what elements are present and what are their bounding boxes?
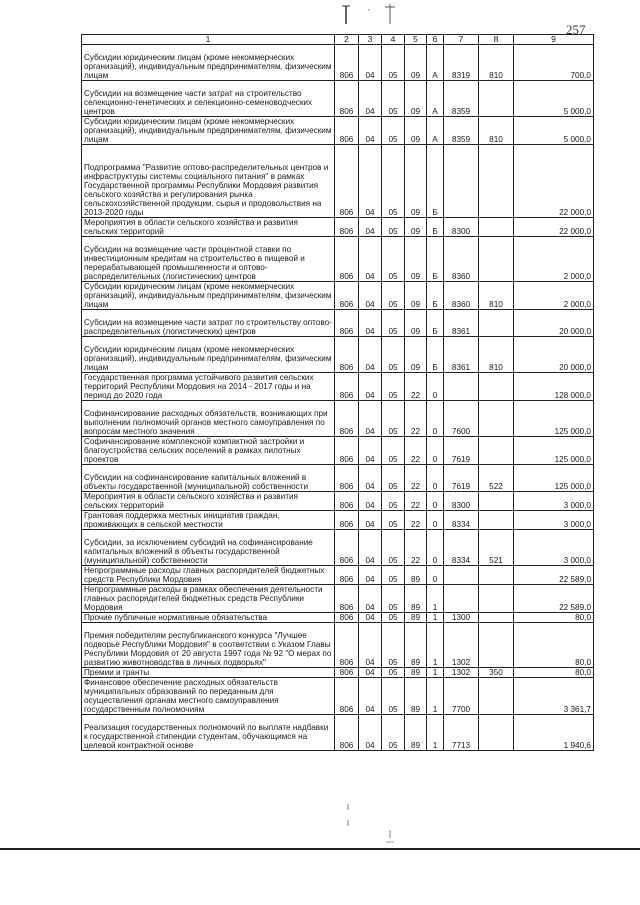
amount: 2 000,0: [514, 237, 594, 282]
item-name: Мероприятия в области сельского хозяйства и развития сельских территорий: [82, 218, 335, 237]
code-subsection: 05: [382, 465, 405, 492]
scan-artifact-mark: [338, 4, 398, 26]
code-section: 04: [359, 337, 382, 373]
code-program: 89: [405, 613, 427, 623]
budget-table: [81, 34, 594, 751]
table-row: [82, 81, 594, 117]
code-ministry: 806: [335, 145, 359, 218]
code-section: 04: [359, 373, 382, 401]
code-program: 89: [405, 668, 427, 678]
code-subprogram: 0: [427, 511, 444, 530]
code-subsection: 05: [382, 678, 405, 715]
amount: 128 000,0: [514, 373, 594, 401]
code-expense-type: [479, 310, 514, 337]
table-row: [82, 401, 594, 437]
code-program: 22: [405, 401, 427, 437]
code-subprogram: 1: [427, 668, 444, 678]
amount: 3 000,0: [514, 530, 594, 566]
code-ministry: 806: [335, 373, 359, 401]
code-subsection: 05: [382, 145, 405, 218]
table-row: [82, 668, 594, 678]
code-direction: 8319: [444, 45, 479, 81]
code-ministry: 806: [335, 401, 359, 437]
code-program: 09: [405, 117, 427, 145]
code-subsection: 05: [382, 492, 405, 511]
code-subprogram: 0: [427, 437, 444, 465]
code-direction: 8300: [444, 218, 479, 237]
amount: 5 000,0: [514, 81, 594, 117]
code-direction: [444, 566, 479, 585]
code-expense-type: [479, 678, 514, 715]
code-ministry: 806: [335, 511, 359, 530]
amount: 80,0: [514, 613, 594, 623]
code-direction: 7619: [444, 465, 479, 492]
code-section: 04: [359, 623, 382, 668]
item-name: Непрограммные расходы в рамках обеспечения деятельности главных распорядителей бюджетных средств Республики Мордовия: [82, 585, 335, 613]
item-name: Подпрограмма "Развитие оптово-распределительных центров и инфраструктуры системы социального питания" в рамках Государственной программы Республики Мордовия развития сельского хозяйства и регулирования рынка сельскохозяйственной продукции, сырья и продовольствия на 2013-2020 годы: [82, 145, 335, 218]
code-section: 04: [359, 45, 382, 81]
code-subprogram: 0: [427, 373, 444, 401]
code-section: 04: [359, 437, 382, 465]
code-section: 04: [359, 715, 382, 751]
amount: 80,0: [514, 668, 594, 678]
code-ministry: 806: [335, 117, 359, 145]
code-direction: 7700: [444, 678, 479, 715]
code-program: 22: [405, 492, 427, 511]
code-direction: 8359: [444, 117, 479, 145]
item-name: Субсидии юридическим лицам (кроме некоммерческих организаций), индивидуальным предпринимателям, физическим лицам: [82, 45, 335, 81]
code-direction: 7713: [444, 715, 479, 751]
code-subprogram: 1: [427, 623, 444, 668]
code-expense-type: [479, 511, 514, 530]
amount: 3 000,0: [514, 492, 594, 511]
code-ministry: 806: [335, 337, 359, 373]
code-subprogram: Б: [427, 310, 444, 337]
code-subsection: 05: [382, 530, 405, 566]
item-name: Субсидии юридическим лицам (кроме некоммерческих организаций), индивидуальным предпринимателям, физическим лицам: [82, 337, 335, 373]
code-program: 89: [405, 715, 427, 751]
code-ministry: 806: [335, 437, 359, 465]
code-expense-type: 521: [479, 530, 514, 566]
table-row: [82, 337, 594, 373]
table-row: [82, 373, 594, 401]
code-subprogram: 1: [427, 715, 444, 751]
code-subprogram: 0: [427, 492, 444, 511]
code-ministry: 806: [335, 310, 359, 337]
code-subsection: 05: [382, 715, 405, 751]
item-name: Премии и гранты: [82, 668, 335, 678]
table-row: [82, 310, 594, 337]
code-direction: 8361: [444, 310, 479, 337]
table-row: [82, 282, 594, 310]
code-subprogram: Б: [427, 218, 444, 237]
code-program: 09: [405, 310, 427, 337]
code-ministry: 806: [335, 81, 359, 117]
amount: 22 000,0: [514, 218, 594, 237]
code-subprogram: 0: [427, 465, 444, 492]
code-expense-type: [479, 81, 514, 117]
item-name: Прочие публичные нормативные обязательства: [82, 613, 335, 623]
code-ministry: 806: [335, 237, 359, 282]
code-subsection: 05: [382, 401, 405, 437]
code-program: 22: [405, 511, 427, 530]
code-expense-type: [479, 623, 514, 668]
code-program: 09: [405, 337, 427, 373]
code-section: 04: [359, 678, 382, 715]
header-cell: 7: [444, 35, 479, 45]
table-row: [82, 117, 594, 145]
code-section: 04: [359, 492, 382, 511]
code-direction: [444, 585, 479, 613]
code-ministry: 806: [335, 45, 359, 81]
code-expense-type: [479, 401, 514, 437]
header-cell: 6: [427, 35, 444, 45]
code-program: 89: [405, 678, 427, 715]
code-ministry: 806: [335, 715, 359, 751]
code-subsection: 05: [382, 310, 405, 337]
code-direction: 7619: [444, 437, 479, 465]
item-name: Субсидии юридическим лицам (кроме некоммерческих организаций), индивидуальным предпринимателям, физическим лицам: [82, 117, 335, 145]
item-name: Мероприятия в области сельского хозяйства и развития сельских территорий: [82, 492, 335, 511]
code-section: 04: [359, 282, 382, 310]
code-direction: 8359: [444, 81, 479, 117]
amount: 3 000,0: [514, 511, 594, 530]
scan-artifact-dots: [340, 800, 400, 848]
code-subprogram: Б: [427, 282, 444, 310]
item-name: Субсидии на возмещение части затрат на строительство селекционно-генетических и селекционно-семеноводческих центров: [82, 81, 335, 117]
code-subprogram: 1: [427, 585, 444, 613]
item-name: Реализация государственных полномочий по выплате надбавки к государственной стипендии студентам, обучающимся на целевой контрактной основе: [82, 715, 335, 751]
code-section: 04: [359, 117, 382, 145]
code-subprogram: 1: [427, 613, 444, 623]
amount: 700,0: [514, 45, 594, 81]
bottom-rule: [0, 848, 640, 850]
code-section: 04: [359, 218, 382, 237]
table-row: [82, 465, 594, 492]
table-row: [82, 437, 594, 465]
amount: 20 000,0: [514, 310, 594, 337]
amount: 22 589,0: [514, 566, 594, 585]
item-name: Субсидии на возмещение части процентной ставки по инвестиционным кредитам на строительство в пищевой и перерабатывающей промышленности и оптово-распределительных (логистических) центров: [82, 237, 335, 282]
code-program: 22: [405, 465, 427, 492]
header-cell: 2: [335, 35, 359, 45]
amount: 1 940,6: [514, 715, 594, 751]
code-section: 04: [359, 585, 382, 613]
code-program: 89: [405, 623, 427, 668]
code-section: 04: [359, 566, 382, 585]
code-section: 04: [359, 81, 382, 117]
code-direction: 1302: [444, 668, 479, 678]
header-cell: 9: [514, 35, 594, 45]
code-expense-type: 350: [479, 668, 514, 678]
code-subsection: 05: [382, 373, 405, 401]
code-expense-type: [479, 218, 514, 237]
code-expense-type: [479, 145, 514, 218]
table-row: [82, 511, 594, 530]
code-direction: [444, 145, 479, 218]
code-section: 04: [359, 613, 382, 623]
table-row: [82, 530, 594, 566]
item-name: Софинансирование комплексной компактной застройки и благоустройства сельских поселений в рамках пилотных проектов: [82, 437, 335, 465]
code-expense-type: [479, 237, 514, 282]
code-direction: 7600: [444, 401, 479, 437]
code-subsection: 05: [382, 566, 405, 585]
code-expense-type: [479, 566, 514, 585]
code-expense-type: 810: [479, 282, 514, 310]
code-subprogram: Б: [427, 337, 444, 373]
code-subsection: 05: [382, 337, 405, 373]
amount: 3 361,7: [514, 678, 594, 715]
code-program: 09: [405, 45, 427, 81]
amount: 125 000,0: [514, 401, 594, 437]
code-direction: 8334: [444, 511, 479, 530]
code-ministry: 806: [335, 623, 359, 668]
code-subprogram: А: [427, 117, 444, 145]
amount: 125 000,0: [514, 465, 594, 492]
item-name: Финансовое обеспечение расходных обязательств муниципальных образований по переданным для осуществления органам местного самоуправления государственным полномочиям: [82, 678, 335, 715]
table-row: [82, 585, 594, 613]
code-subprogram: 0: [427, 401, 444, 437]
code-section: 04: [359, 668, 382, 678]
code-direction: 8300: [444, 492, 479, 511]
code-subsection: 05: [382, 437, 405, 465]
code-ministry: 806: [335, 585, 359, 613]
table-row: [82, 45, 594, 81]
code-program: 89: [405, 566, 427, 585]
code-direction: 1302: [444, 623, 479, 668]
code-subsection: 05: [382, 623, 405, 668]
code-expense-type: [479, 437, 514, 465]
code-direction: 8360: [444, 282, 479, 310]
code-direction: 8360: [444, 237, 479, 282]
code-expense-type: 810: [479, 337, 514, 373]
code-subprogram: А: [427, 81, 444, 117]
code-subsection: 05: [382, 117, 405, 145]
amount: 20 000,0: [514, 337, 594, 373]
table-row: [82, 715, 594, 751]
item-name: Субсидии юридическим лицам (кроме некоммерческих организаций), индивидуальным предпринимателям, физическим лицам: [82, 282, 335, 310]
code-direction: 8334: [444, 530, 479, 566]
item-name: Субсидии на софинансирование капитальных вложений в объекты государственной (муниципальной) собственности: [82, 465, 335, 492]
code-subsection: 05: [382, 218, 405, 237]
code-ministry: 806: [335, 465, 359, 492]
table-row: [82, 678, 594, 715]
item-name: Субсидии, за исключением субсидий на софинансирование капитальных вложений в объекты государственной (муниципальной) собственности: [82, 530, 335, 566]
code-expense-type: [479, 492, 514, 511]
code-ministry: 806: [335, 492, 359, 511]
code-program: 89: [405, 585, 427, 613]
code-program: 09: [405, 145, 427, 218]
item-name: Грантовая поддержка местных инициатив граждан, проживающих в сельской местности: [82, 511, 335, 530]
amount: 2 000,0: [514, 282, 594, 310]
table-row: [82, 237, 594, 282]
code-expense-type: [479, 373, 514, 401]
code-subsection: 05: [382, 511, 405, 530]
code-expense-type: 810: [479, 45, 514, 81]
table-row: [82, 145, 594, 218]
code-expense-type: 810: [479, 117, 514, 145]
amount: 5 000,0: [514, 117, 594, 145]
code-program: 22: [405, 530, 427, 566]
table-row: [82, 218, 594, 237]
code-program: 09: [405, 282, 427, 310]
code-ministry: 806: [335, 218, 359, 237]
header-cell: 3: [359, 35, 382, 45]
code-section: 04: [359, 145, 382, 218]
code-direction: [444, 373, 479, 401]
code-program: 09: [405, 237, 427, 282]
code-ministry: 806: [335, 566, 359, 585]
table-row: [82, 613, 594, 623]
code-program: 22: [405, 437, 427, 465]
code-section: 04: [359, 237, 382, 282]
table-row: [82, 566, 594, 585]
code-section: 04: [359, 465, 382, 492]
code-expense-type: 522: [479, 465, 514, 492]
header-cell: 1: [82, 35, 335, 45]
header-cell: 5: [405, 35, 427, 45]
item-name: Непрограммные расходы главных распорядителей бюджетных средств Республики Мордовия: [82, 566, 335, 585]
amount: 80,0: [514, 623, 594, 668]
amount: 22 000,0: [514, 145, 594, 218]
header-cell: 8: [479, 35, 514, 45]
code-ministry: 806: [335, 678, 359, 715]
code-section: 04: [359, 310, 382, 337]
code-program: 22: [405, 373, 427, 401]
code-section: 04: [359, 530, 382, 566]
code-direction: 1300: [444, 613, 479, 623]
code-subprogram: 1: [427, 678, 444, 715]
header-cell: 4: [382, 35, 405, 45]
code-subsection: 05: [382, 613, 405, 623]
code-subsection: 05: [382, 585, 405, 613]
code-subprogram: Б: [427, 145, 444, 218]
code-section: 04: [359, 401, 382, 437]
code-subsection: 05: [382, 282, 405, 310]
amount: 125 000,0: [514, 437, 594, 465]
table-row: [82, 492, 594, 511]
item-name: Софинансирование расходных обязательств, возникающих при выполнении полномочий органов местного самоуправления по вопросам местного значения: [82, 401, 335, 437]
code-subprogram: А: [427, 45, 444, 81]
code-subsection: 05: [382, 81, 405, 117]
item-name: Премия победителям республиканского конкурса "Лучшее подворье Республики Мордовия" в соответствии с Указом Главы Республики Мордовия от 20 августа 1997 года № 92 "О мерах по развитию животноводства в личных подворьях": [82, 623, 335, 668]
code-program: 09: [405, 81, 427, 117]
code-ministry: 806: [335, 668, 359, 678]
code-ministry: 806: [335, 613, 359, 623]
table-header-row: [82, 35, 594, 45]
item-name: Субсидии на возмещение части затрат по строительству оптово-распределительных (логистических) центров: [82, 310, 335, 337]
item-name: Государственная программа устойчивого развития сельских территорий Республики Мордовия на 2014 - 2017 годы и на период до 2020 года: [82, 373, 335, 401]
table-row: [82, 623, 594, 668]
code-expense-type: [479, 613, 514, 623]
code-subsection: 05: [382, 237, 405, 282]
code-subsection: 05: [382, 45, 405, 81]
code-program: 09: [405, 218, 427, 237]
code-ministry: 806: [335, 530, 359, 566]
code-subsection: 05: [382, 668, 405, 678]
code-subprogram: Б: [427, 237, 444, 282]
code-expense-type: [479, 585, 514, 613]
code-subprogram: 0: [427, 530, 444, 566]
code-section: 04: [359, 511, 382, 530]
page-number: 257: [566, 22, 586, 37]
code-subprogram: 0: [427, 566, 444, 585]
amount: 22 589,0: [514, 585, 594, 613]
table-body: [82, 45, 594, 751]
code-direction: 8361: [444, 337, 479, 373]
code-expense-type: [479, 715, 514, 751]
code-ministry: 806: [335, 282, 359, 310]
